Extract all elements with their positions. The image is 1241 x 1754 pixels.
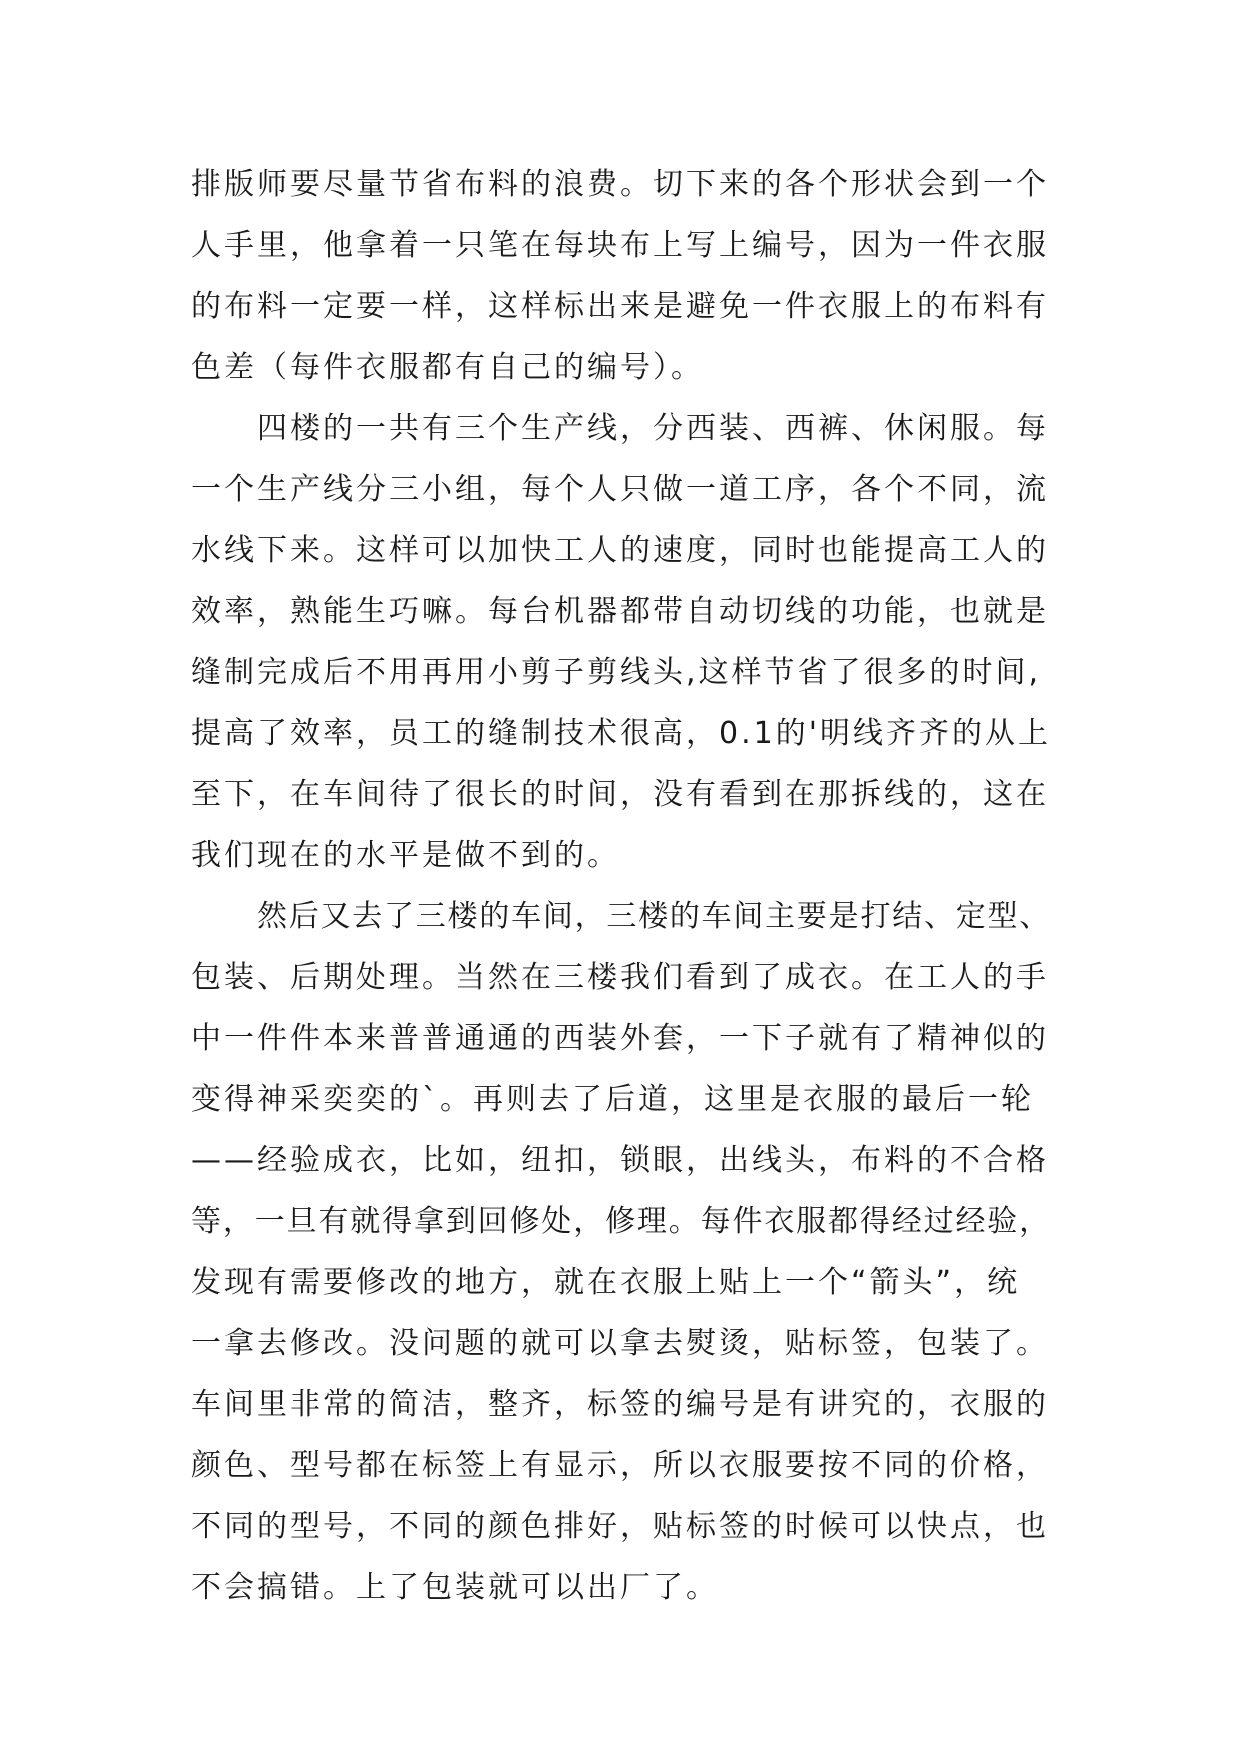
text-line: 排版师要尽量节省布料的浪费。切下来的各个形状会到一个 bbox=[191, 167, 1049, 202]
text-line: 提高了效率，员工的缝制技术很高，0.1的'明线齐齐的从上 bbox=[191, 716, 1051, 751]
text-line: 的布料一定要一样，这样标出来是避免一件衣服上的布料有 bbox=[191, 289, 1049, 324]
text-line: 变得神采奕奕的`。再则去了后道，这里是衣服的最后一轮 bbox=[191, 1082, 1034, 1117]
text-line: 人手里，他拿着一只笔在每块布上写上编号，因为一件衣服 bbox=[191, 228, 1049, 263]
text-line: 效率，熟能生巧嘛。每台机器都带自动切线的功能，也就是 bbox=[191, 594, 1049, 629]
text-line: 不会搞错。上了包装就可以出厂了。 bbox=[191, 1570, 719, 1605]
text-line: 四楼的一共有三个生产线，分西装、西裤、休闲服。每 bbox=[257, 411, 1049, 446]
text-line: 颜色、型号都在标签上有显示，所以衣服要按不同的价格， bbox=[191, 1448, 1049, 1483]
text-line: 等，一旦有就得拿到回修处，修理。每件衣服都得经过经验， bbox=[191, 1204, 1051, 1239]
text-line: 不同的型号，不同的颜色排好，贴标签的时候可以快点，也 bbox=[191, 1509, 1049, 1544]
text-line: 我们现在的水平是做不到的。 bbox=[191, 838, 620, 873]
text-line: 一拿去修改。没问题的就可以拿去熨烫，贴标签，包装了。 bbox=[191, 1326, 1049, 1361]
document-body bbox=[191, 154, 1051, 1618]
text-line: 水线下来。这样可以加快工人的速度，同时也能提高工人的 bbox=[191, 533, 1049, 568]
text-line: 车间里非常的简洁，整齐，标签的编号是有讲究的，衣服的 bbox=[191, 1387, 1049, 1422]
text-line: 至下，在车间待了很长的时间，没有看到在那拆线的，这在 bbox=[191, 777, 1049, 812]
text-line: ——经验成衣，比如，纽扣，锁眼，出线头，布料的不合格 bbox=[191, 1143, 1049, 1178]
text-line: 然后又去了三楼的车间，三楼的车间主要是打结、定型、 bbox=[257, 899, 1051, 934]
text-line: 包装、后期处理。当然在三楼我们看到了成衣。在工人的手 bbox=[191, 960, 1049, 995]
text-line: 色差（每件衣服都有自己的编号）。 bbox=[191, 350, 704, 385]
text-line: 发现有需要修改的地方，就在衣服上贴上一个“箭头”，统 bbox=[191, 1265, 1021, 1300]
text-line: 缝制完成后不用再用小剪子剪线头,这样节省了很多的时间, bbox=[191, 655, 1042, 690]
text-line: 中一件件本来普普通通的西装外套，一下子就有了精神似的 bbox=[191, 1021, 1049, 1056]
text-line: 一个生产线分三小组，每个人只做一道工序，各个不同，流 bbox=[191, 472, 1049, 507]
